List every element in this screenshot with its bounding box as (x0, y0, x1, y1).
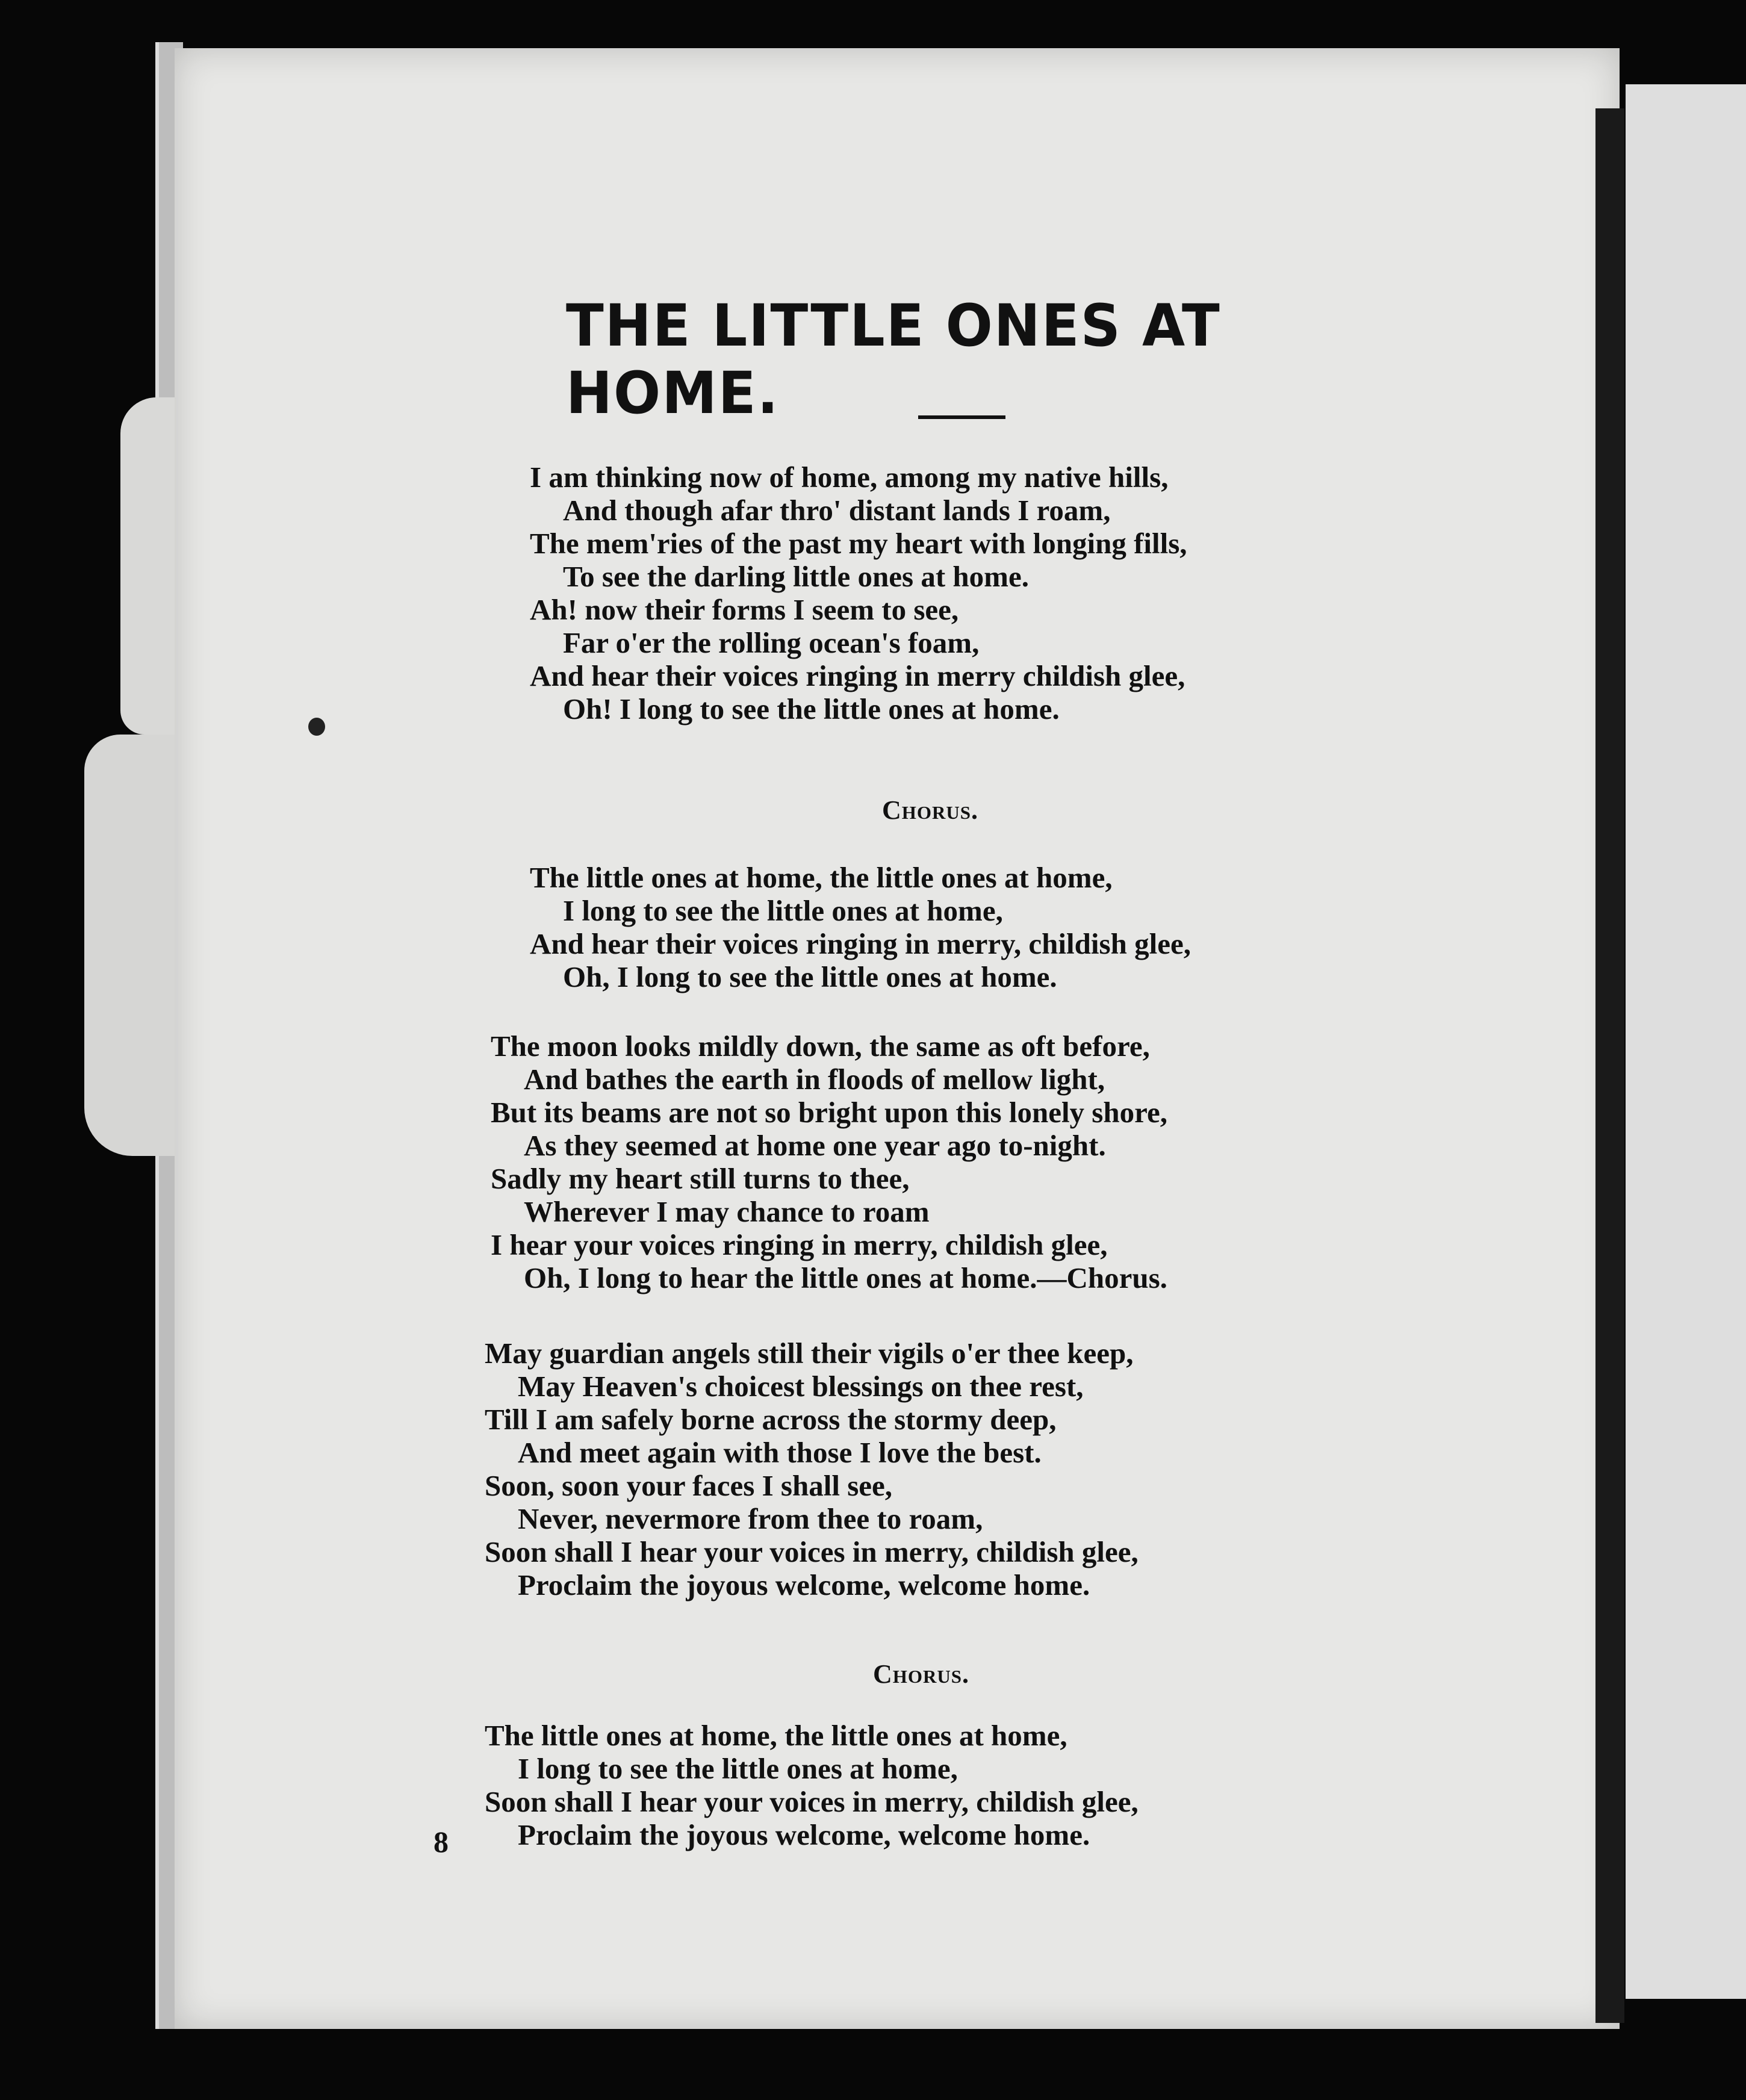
verse-line: Till I am safely borne across the stormy deep, (485, 1403, 1057, 1436)
verse-1 (530, 461, 1187, 725)
verse-line: I am thinking now of home, among my native hills, (530, 461, 1169, 494)
verse-line: And hear their voices ringing in merry, childish glee, (530, 927, 1191, 960)
verse-line: I hear your voices ringing in merry, childish glee, (491, 1228, 1108, 1261)
verse-line: And though afar thro' distant lands I roam, (563, 494, 1111, 527)
verse-line: The little ones at home, the little ones at home, (530, 861, 1113, 894)
chorus-heading: Chorus. (882, 795, 979, 825)
verse-line: May guardian angels still their vigils o'er thee keep, (485, 1337, 1134, 1370)
verse-line: Ah! now their forms I seem to see, (530, 593, 959, 626)
verse-line: May Heaven's choicest blessings on thee rest, (518, 1370, 1084, 1403)
verse-line: Proclaim the joyous welcome, welcome home. (518, 1818, 1090, 1851)
book-gutter (1595, 108, 1624, 2023)
verse-line: Soon shall I hear your voices in merry, childish glee, (485, 1535, 1139, 1568)
verse-line: And hear their voices ringing in merry childish glee, (530, 659, 1185, 692)
verse-line: Oh, I long to see the little ones at home. (563, 960, 1057, 993)
verse-line: And meet again with those I love the best. (518, 1436, 1042, 1469)
page-number: 8 (433, 1825, 449, 1859)
verse-line: Far o'er the rolling ocean's foam, (563, 626, 980, 659)
chorus-heading: Chorus. (873, 1659, 970, 1689)
verse-3 (485, 1337, 1139, 1601)
verse-line: As they seemed at home one year ago to-night. (524, 1129, 1106, 1162)
verse-line: I long to see the little ones at home, (563, 894, 1003, 927)
title-rule (918, 415, 1005, 419)
verse-line: The mem'ries of the past my heart with longing fills, (530, 527, 1187, 560)
verse-line: Soon, soon your faces I shall see, (485, 1469, 893, 1502)
verse-line: The little ones at home, the little ones at home, (485, 1719, 1067, 1752)
verse-2 (491, 1030, 1167, 1294)
verse-line: And bathes the earth in floods of mellow light, (524, 1063, 1105, 1096)
chorus-2 (485, 1719, 1139, 1851)
verse-line: Oh, I long to hear the little ones at home.—Chorus. (524, 1261, 1167, 1294)
verse-line: To see the darling little ones at home. (563, 560, 1029, 593)
torn-page-edge-lower (84, 735, 187, 1156)
verse-line: But its beams are not so bright upon this lonely shore, (491, 1096, 1167, 1129)
verse-line: Soon shall I hear your voices in merry, childish glee, (485, 1785, 1139, 1818)
verse-line: I long to see the little ones at home, (518, 1752, 958, 1785)
song-title: THE LITTLE ONES AT HOME. (566, 291, 1221, 427)
verse-line: Wherever I may chance to roam (524, 1195, 930, 1228)
verse-line: Never, nevermore from thee to roam, (518, 1502, 983, 1535)
facing-page-edge (1626, 84, 1746, 1999)
verse-line: Sadly my heart still turns to thee, (491, 1162, 910, 1195)
verse-line: The moon looks mildly down, the same as oft before, (491, 1030, 1150, 1063)
verse-line: Proclaim the joyous welcome, welcome home. (518, 1568, 1090, 1601)
verse-line: Oh! I long to see the little ones at home. (563, 692, 1060, 725)
chorus-1 (530, 861, 1191, 993)
ink-spot (308, 718, 325, 736)
